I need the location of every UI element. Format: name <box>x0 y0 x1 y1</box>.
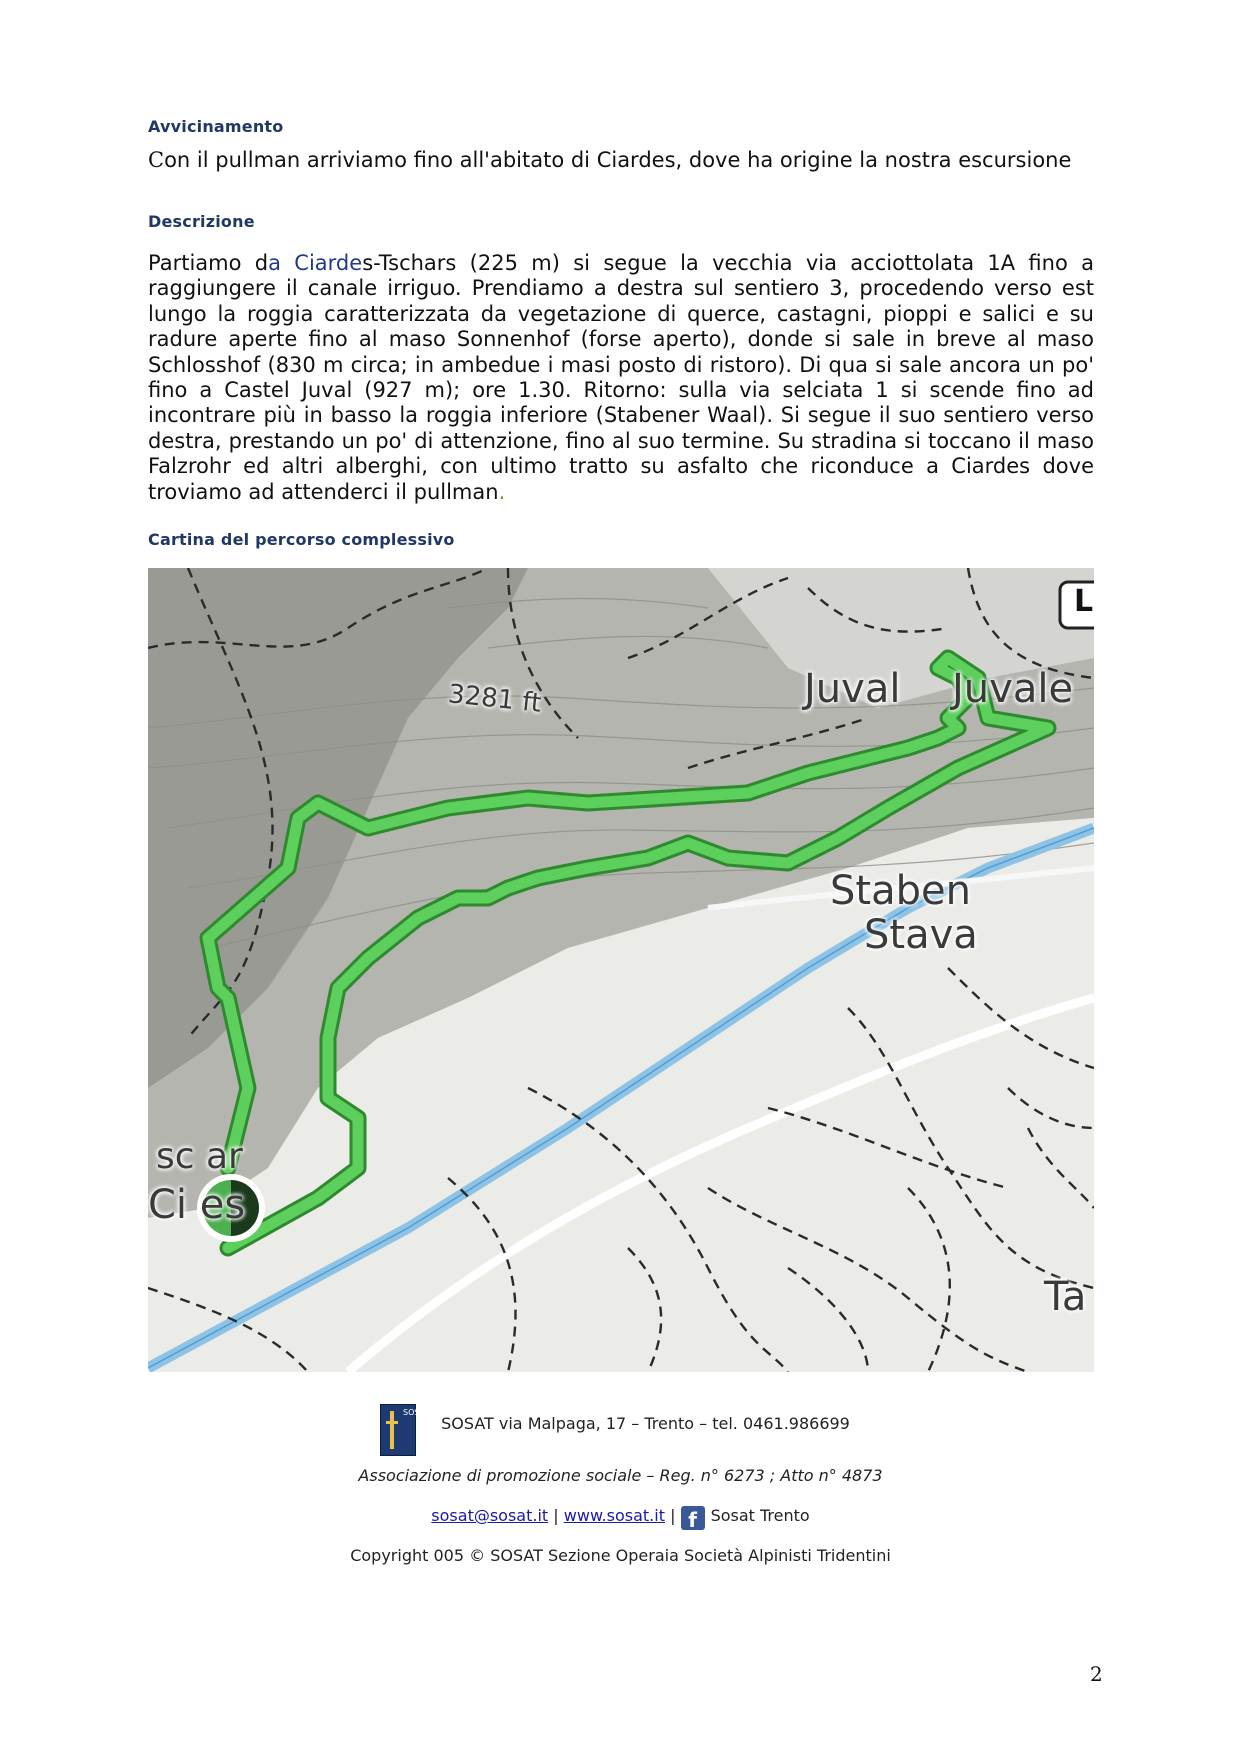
facebook-icon[interactable]: f <box>681 1506 705 1530</box>
map-label-elevation: 3281 ft <box>446 679 543 719</box>
description-text-1: Partiamo d <box>148 251 269 275</box>
description-text-2: s-Tschars (225 m) si segue la vecchia via acciottolata 1A fino a raggiungere il canale irriguo. Prendiamo a destra sul sentiero 3, procedendo verso est lungo la roggia caratterizzata da vegetazione di querce, castagni, pioppi e salici e su radure aperte fino al maso Sonnenhof (forse aperto), donde si sale in breve al maso Schlosshof (830 m circa; in ambedue i masi posto di ristoro). Di qua si sale ancora un po' fino a Castel Juval (927 m); ore 1.30. Ritorno: sulla via selciata 1 si scende fino ad incontrare più in basso la roggia inferiore (Stabener Waal). Si segue il suo sentiero verso destra, prestando un po' di attenzione, fino al suo termine. Su stradina si toccano il maso Falzrohr ed altri alberghi, con ultimo tratto su asfalto che riconduce a Ciardes dove troviamo ad attenderci il pullman <box>148 251 1094 504</box>
website-link[interactable]: www.sosat.it <box>563 1506 665 1525</box>
approach-text-body: on il pullman arriviamo fino all'abitato di Ciardes, dove ha origine la nostra escursione <box>164 148 1072 172</box>
section-heading-approach: Avvicinamento <box>148 117 284 136</box>
map-corner-label: L <box>1074 584 1094 619</box>
map-label-ta: Ta <box>1044 1274 1087 1320</box>
map-label-stava: Stava <box>864 912 978 958</box>
approach-text-initial: C <box>148 148 165 172</box>
footer-copyright: Copyright 005 © SOSAT Sezione Operaia Società Alpinisti Tridentini <box>350 1546 891 1565</box>
footer-separator-1: | <box>553 1506 559 1525</box>
section-heading-map: Cartina del percorso complessivo <box>148 530 455 549</box>
approach-text <box>148 148 1071 172</box>
description-link-ciardes: a Ciarde <box>268 251 363 275</box>
footer-links <box>0 1506 1241 1530</box>
section-heading-description: Descrizione <box>148 212 255 231</box>
description-text-end: . <box>498 479 506 504</box>
footer-separator-2: | <box>670 1506 676 1525</box>
map-label-ciardes: Ci es <box>148 1182 246 1228</box>
map-label-tschars: sc ar <box>156 1136 243 1177</box>
footer-address: SOSAT via Malpaga, 17 – Trento – tel. 0461.986699 <box>441 1414 850 1433</box>
route-map[interactable] <box>148 568 1094 1372</box>
page-number: 2 <box>1090 1662 1103 1686</box>
description-paragraph <box>148 251 1094 505</box>
facebook-label[interactable]: Sosat Trento <box>710 1506 810 1525</box>
map-label-juvale: Juvale <box>952 666 1074 712</box>
email-link[interactable]: sosat@sosat.it <box>431 1506 549 1525</box>
footer-association: Associazione di promozione sociale – Reg. n° 6273 ; Atto n° 4873 <box>358 1466 883 1485</box>
map-label-staben: Staben <box>830 868 971 914</box>
sosat-logo-text: SOSAT <box>403 1408 430 1417</box>
map-label-juval: Juval <box>804 666 901 712</box>
